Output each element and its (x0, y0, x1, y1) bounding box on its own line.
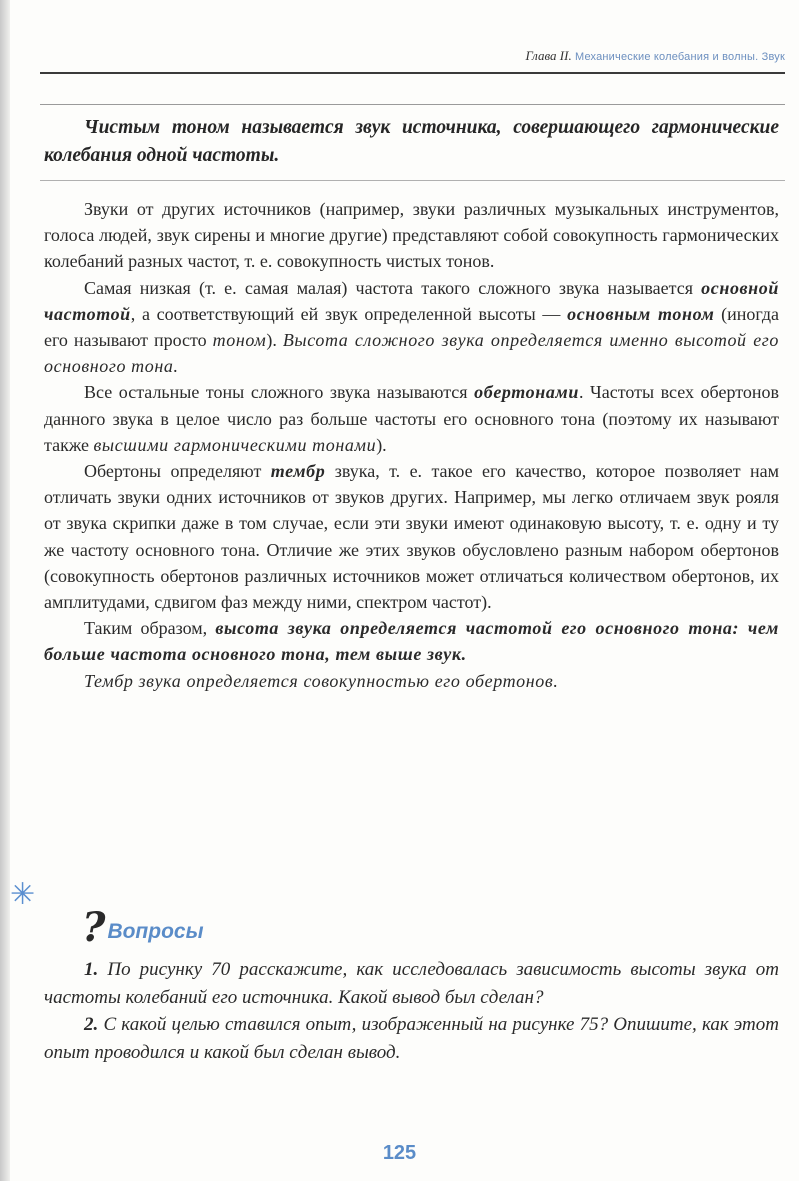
term-fundamental-frequency: основной частотой (44, 277, 779, 324)
definition-rule-bottom (40, 180, 785, 181)
term-tone: тоном (212, 330, 267, 351)
paragraph-6: Тембр звука определяется совокупностью его обертонов. (84, 670, 559, 691)
question-item (44, 956, 779, 1011)
chapter-title: Механические колебания и волны. Звук (574, 51, 785, 63)
text-run: . Частоты всех обертонов данного звука в целое число раз больше частоты его основного тона (поэтому их называют также (44, 382, 779, 455)
page-spine-shadow (0, 0, 10, 1181)
question-mark-icon: ? (82, 904, 106, 951)
text-run: ). (266, 330, 283, 351)
paragraph-3 (44, 379, 779, 458)
text-run: Таким образом, (84, 618, 216, 639)
conclusion-pitch: высота звука определяется частотой его основного тона: чем больше частота основного тона, тем выше звук. (44, 618, 779, 665)
text-run: Самая низкая (т. е. самая малая) частота такого сложного звука называется (84, 277, 702, 298)
text-run: (иногда его называют просто (44, 303, 779, 351)
term-fundamental-tone: основным тоном (567, 303, 715, 324)
text-run: звука, т. е. такое его качество, которое позволяет нам отличать звуки одних источников от звуков других. Например, мы легко отличаем звук рояля от звука скрипки даже в том случае, если эти звуки имеют одинаковую высоту, т. е. одну и ту же частоту основного тона. Отличие же этих звуков обусловлено разным набором обертонов (совокупность обертонов различных источников может отличаться количеством обертонов, их амплитудами, сдвигом фаз между ними, спектром частот). (44, 461, 779, 613)
chapter-label: Глава II. (525, 48, 572, 63)
text-run: Обертоны определяют (84, 461, 271, 482)
definition-box: Чистым тоном называется звук источника, совершающего гармонические колебания одной частоты. (44, 117, 779, 166)
definition-rule-top (40, 104, 785, 105)
question-item (44, 1011, 779, 1066)
term-timbre: тембр (270, 461, 326, 482)
questions-heading (82, 904, 204, 951)
term-overtones: обертонами (474, 382, 579, 403)
term-higher-harmonics: высшими гармоническими тонами (93, 434, 377, 455)
body-text (44, 196, 779, 694)
paragraph-4 (44, 458, 779, 615)
paragraph-1: Звуки от других источников (например, звуки различных музыкальных инструментов, голоса людей, звук сирены и многие другие) представляют собой совокупность гармонических колебаний разных частот, т. е. совокупность чистых тонов. (44, 199, 779, 272)
question-text: С какой целью ставился опыт, изображенный на рисунке 75? Опишите, как этот опыт проводился и какой был сделан вывод. (44, 1014, 780, 1063)
text-run: Все остальные тоны сложного звука называются (84, 382, 475, 403)
questions-title: Вопросы (107, 920, 204, 943)
running-header (40, 48, 785, 64)
header-rule (40, 72, 785, 74)
question-number: 2. (84, 1014, 99, 1035)
statement-pitch: Высота сложного звука определяется именно высотой его основного тона. (44, 330, 780, 377)
paragraph-2 (44, 275, 779, 380)
text-run: ). (376, 434, 387, 455)
snowflake-icon: ✳ (10, 877, 36, 912)
page-number: 125 (382, 1142, 417, 1164)
questions-list (44, 956, 779, 1066)
question-text: По рисунку 70 расскажите, как исследовалась зависимость высоты звука от частоты колебаний его источника. Какой вывод был сделан? (44, 959, 780, 1008)
question-number: 1. (84, 959, 99, 980)
paragraph-5 (44, 615, 779, 667)
text-run: , а соответствующий ей звук определенной высоты — (130, 303, 568, 324)
